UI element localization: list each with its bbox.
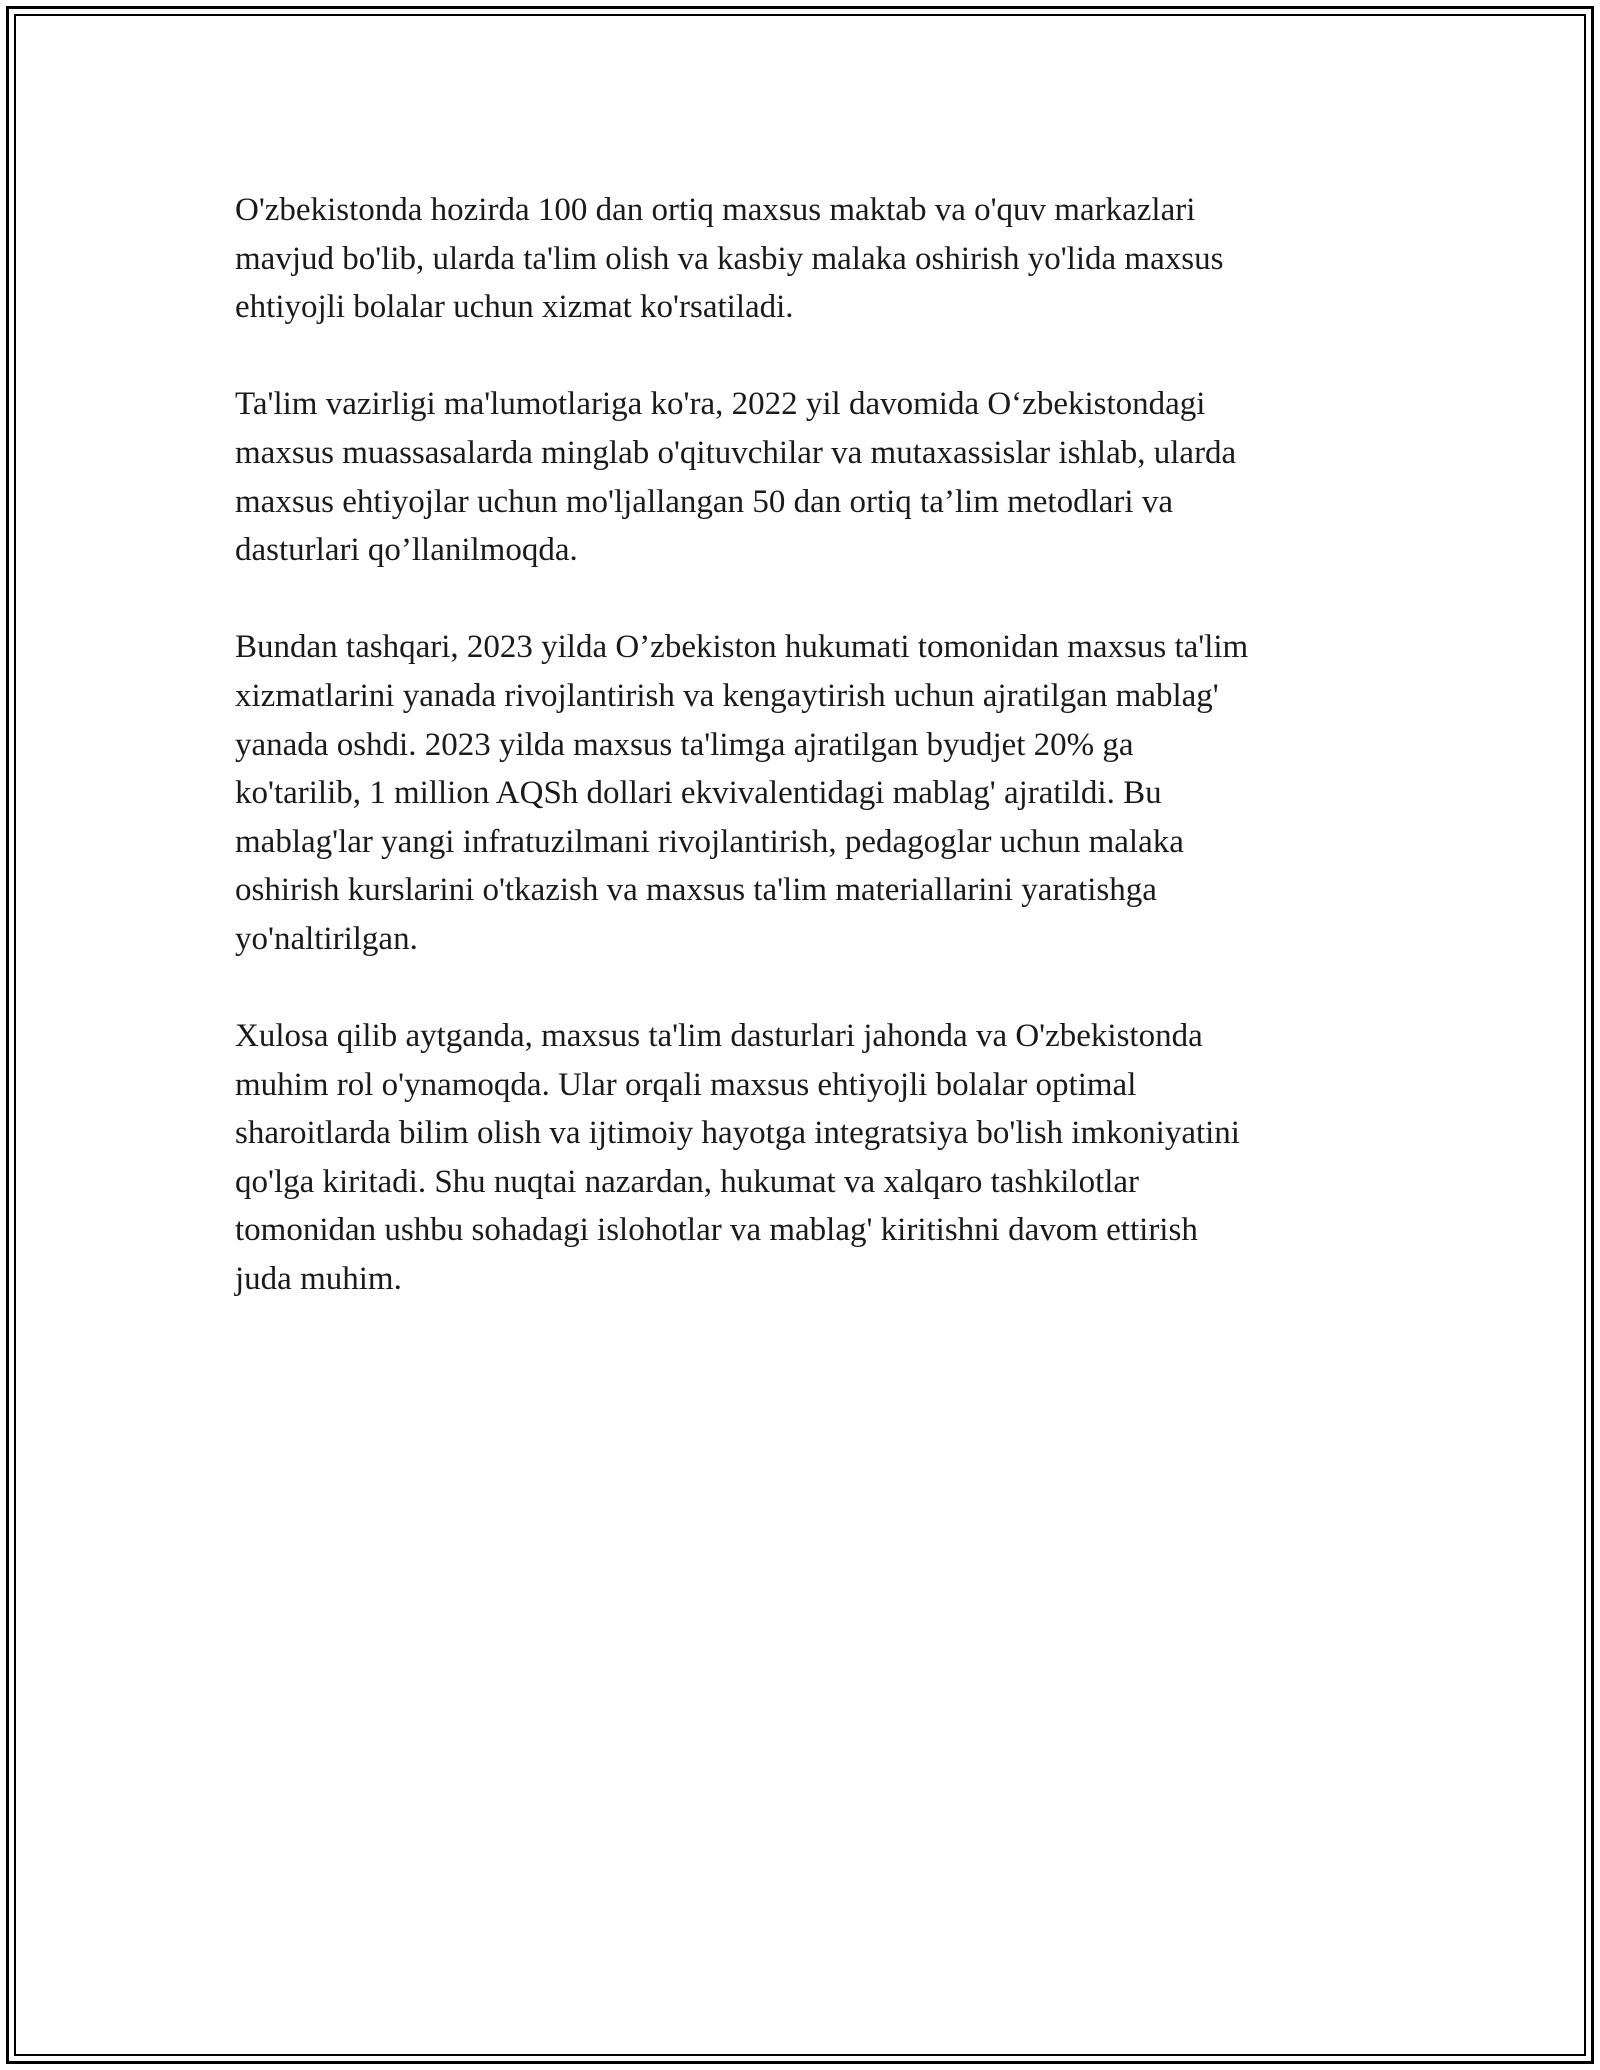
paragraph-3 xyxy=(235,623,1375,963)
paragraph-2-line-4: dasturlari qo’llanilmoqda. xyxy=(235,532,578,569)
paragraph-4-line-2: muhim rol o'ynamoqda. Ular orqali maxsus ehtiyojli bolalar optimal xyxy=(235,1066,1137,1103)
paragraph-3-line-4: ko'tarilib, 1 million AQSh dollari ekvivalentidagi mablag' ajratildi. Bu xyxy=(235,775,1162,812)
paragraph-1-line-1: O'zbekistonda hozirda 100 dan ortiq maxsus maktab va o'quv markazlari xyxy=(235,192,1196,228)
paragraph-3-line-1: Bundan tashqari, 2023 yilda O’zbekiston hukumati tomonidan maxsus ta'lim xyxy=(235,629,1249,666)
paragraph-1-line-2: mavjud bo'lib, ularda ta'lim olish va kasbiy malaka oshirish yo'lida maxsus xyxy=(235,240,1224,277)
paragraph-2-line-3: maxsus ehtiyojlar uchun mo'ljallangan 50 dan ortiq ta’lim metodlari va xyxy=(235,483,1173,520)
paragraph-2-line-2: maxsus muassasalarda minglab o'qituvchilar va mutaxassislar ishlab, ularda xyxy=(235,434,1237,471)
document-body xyxy=(235,186,1375,1352)
paragraph-3-line-2: xizmatlarini yanada rivojlantirish va kengaytirish uchun ajratilgan mablag' xyxy=(235,677,1219,714)
paragraph-2-line-1: Ta'lim vazirligi ma'lumotlariga ko'ra, 2022 yil davomida O‘zbekistondagi xyxy=(235,386,1206,423)
paragraph-3-line-6: oshirish kurslarini o'tkazish va maxsus ta'lim materiallarini yaratishga xyxy=(235,872,1157,909)
paragraph-4-line-3: sharoitlarda bilim olish va ijtimoiy hayotga integratsiya bo'lish imkoniyatini xyxy=(235,1115,1240,1152)
paragraph-4-line-6: juda muhim. xyxy=(235,1261,402,1298)
paragraph-3-line-3: yanada oshdi. 2023 yilda maxsus ta'limga ajratilgan byudjet 20% ga xyxy=(235,726,1134,763)
paragraph-4 xyxy=(235,1012,1375,1304)
paragraph-4-line-5: tomonidan ushbu sohadagi islohotlar va mablag' kiritishni davom ettirish xyxy=(235,1212,1198,1249)
paragraph-1 xyxy=(235,186,1375,332)
paragraph-4-line-4: qo'lga kiritadi. Shu nuqtai nazardan, hukumat va xalqaro tashkilotlar xyxy=(235,1163,1140,1200)
paragraph-1-line-3: ehtiyojli bolalar uchun xizmat ko'rsatiladi. xyxy=(235,289,794,326)
paragraph-3-line-5: mablag'lar yangi infratuzilmani rivojlantirish, pedagoglar uchun malaka xyxy=(235,823,1184,860)
paragraph-3-line-7: yo'naltirilgan. xyxy=(235,920,418,957)
paragraph-2 xyxy=(235,380,1375,574)
paragraph-4-line-1: Xulosa qilib aytganda, maxsus ta'lim dasturlari jahonda va O'zbekistonda xyxy=(235,1018,1203,1055)
